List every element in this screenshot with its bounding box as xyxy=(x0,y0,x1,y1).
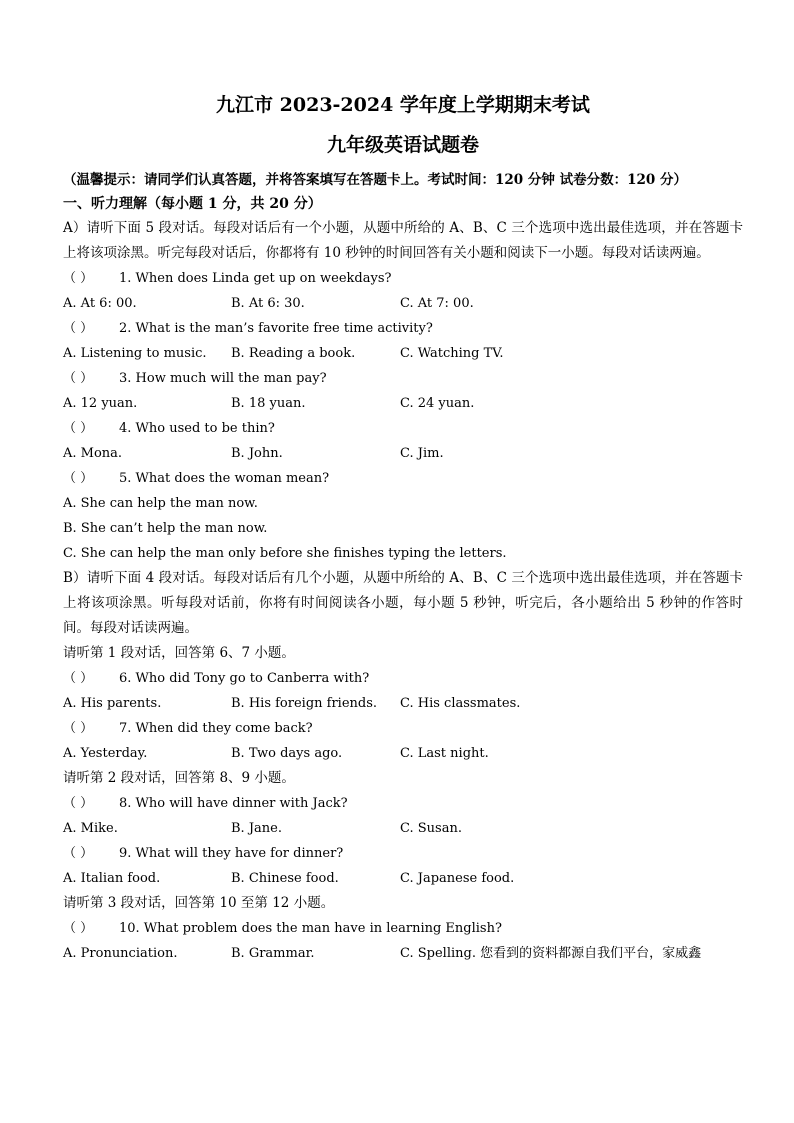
question xyxy=(63,916,743,941)
option-a: A. 12 yuan. xyxy=(63,396,138,411)
question-text: 7. When did they come back? xyxy=(119,721,313,736)
answer-blank: （ ） xyxy=(63,721,94,736)
options-row xyxy=(63,941,743,966)
option-a: A. Pronunciation. xyxy=(63,946,178,961)
question xyxy=(63,841,743,866)
option-c: C. Spelling. 您看到的资料都源自我们平台，家威鑫 xyxy=(400,946,702,961)
question-text: 1. When does Linda get up on weekdays? xyxy=(119,271,392,286)
option-a: A. Mona. xyxy=(63,446,123,461)
answer-blank: （ ） xyxy=(63,671,94,686)
options-row xyxy=(63,291,743,316)
option-b: B. She can’t help the man now. xyxy=(63,521,268,536)
options-row xyxy=(63,866,743,891)
answer-blank: （ ） xyxy=(63,846,94,861)
answer-blank: （ ） xyxy=(63,421,94,436)
exam-note: （温馨提示：请同学们认真答题，并将答案填写在答题卡上。考试时间：120 分钟 试卷分数：120 分） xyxy=(63,172,687,188)
options-row xyxy=(63,691,743,716)
option-c: C. She can help the man only before she finishes typing the letters. xyxy=(63,546,507,561)
question xyxy=(63,666,743,691)
option-a: A. Italian food. xyxy=(63,871,161,886)
option-b: B. Chinese food. xyxy=(231,871,339,886)
option-c: C. Susan. xyxy=(400,821,462,836)
section-heading: 一、听力理解（每小题 1 分，共 20 分） xyxy=(63,196,322,212)
exam-subtitle: 九年级英语试题卷 xyxy=(326,134,479,156)
option-c: C. Jim. xyxy=(400,446,444,461)
option-c: C. 24 yuan. xyxy=(400,396,475,411)
options-row xyxy=(63,741,743,766)
dialog-note: 请听第 2 段对话，回答第 8、9 小题。 xyxy=(63,770,295,786)
options-row xyxy=(63,816,743,841)
option-b: B. Reading a book. xyxy=(231,346,356,361)
question xyxy=(63,716,743,741)
option-a: A. She can help the man now. xyxy=(63,496,258,511)
question-text: 3. How much will the man pay? xyxy=(119,371,327,386)
option-b: B. 18 yuan. xyxy=(231,396,306,411)
answer-blank: （ ） xyxy=(63,371,94,386)
question-text: 6. Who did Tony go to Canberra with? xyxy=(119,671,370,686)
question-text: 9. What will they have for dinner? xyxy=(119,846,344,861)
question xyxy=(63,466,743,491)
question xyxy=(63,366,743,391)
option-a: A. Listening to music. xyxy=(63,346,207,361)
option-a: A. Yesterday. xyxy=(63,746,148,761)
answer-blank: （ ） xyxy=(63,471,94,486)
exam-page xyxy=(63,92,743,966)
option-b: B. At 6: 30. xyxy=(231,296,305,311)
option-a: A. Mike. xyxy=(63,821,118,836)
option-c: C. At 7: 00. xyxy=(400,296,474,311)
question xyxy=(63,791,743,816)
question-text: 10. What problem does the man have in learning English? xyxy=(119,921,502,936)
answer-blank: （ ） xyxy=(63,921,94,936)
option-b: B. Jane. xyxy=(231,821,282,836)
option-c: C. His classmates. xyxy=(400,696,521,711)
option-b: B. Grammar. xyxy=(231,946,315,961)
option-b: B. John. xyxy=(231,446,283,461)
option-c: C. Watching TV. xyxy=(400,346,504,361)
exam-title: 九江市 2023-2024 学年度上学期期末考试 xyxy=(216,94,590,116)
question xyxy=(63,266,743,291)
dialog-note: 请听第 1 段对话，回答第 6、7 小题。 xyxy=(63,645,295,661)
part-b-instructions: B）请听下面 4 段对话。每段对话后有几个小题，从题中所给的 A、B、C 三个选项中选出最佳选项，并在答题卡上将该项涂黑。听每段对话前，你将有时间阅读各小题，每小题 5 秒钟，听完后，各小题给出 5 秒钟的作答时间。每段对话读两遍。 xyxy=(63,570,743,636)
answer-blank: （ ） xyxy=(63,271,94,286)
options-row xyxy=(63,341,743,366)
option-a: A. His parents. xyxy=(63,696,162,711)
option-b: B. His foreign friends. xyxy=(231,696,378,711)
options-row xyxy=(63,391,743,416)
part-a-instructions: A）请听下面 5 段对话。每段对话后有一个小题，从题中所给的 A、B、C 三个选项中选出最佳选项，并在答题卡上将该项涂黑。听完每段对话后，你都将有 10 秒钟的时间回答有关小题和阅读下一小题。每段对话读两遍。 xyxy=(63,220,743,261)
dialog-note: 请听第 3 段对话，回答第 10 至第 12 小题。 xyxy=(63,895,335,911)
option-b: B. Two days ago. xyxy=(231,746,343,761)
question xyxy=(63,416,743,441)
answer-blank: （ ） xyxy=(63,796,94,811)
answer-blank: （ ） xyxy=(63,321,94,336)
option-c: C. Last night. xyxy=(400,746,489,761)
option-a: A. At 6: 00. xyxy=(63,296,137,311)
question-text: 4. Who used to be thin? xyxy=(119,421,275,436)
option-c: C. Japanese food. xyxy=(400,871,515,886)
question-text: 2. What is the man’s favorite free time activity? xyxy=(119,321,433,336)
question-text: 5. What does the woman mean? xyxy=(119,471,330,486)
options-row xyxy=(63,441,743,466)
question xyxy=(63,316,743,341)
question-text: 8. Who will have dinner with Jack? xyxy=(119,796,348,811)
